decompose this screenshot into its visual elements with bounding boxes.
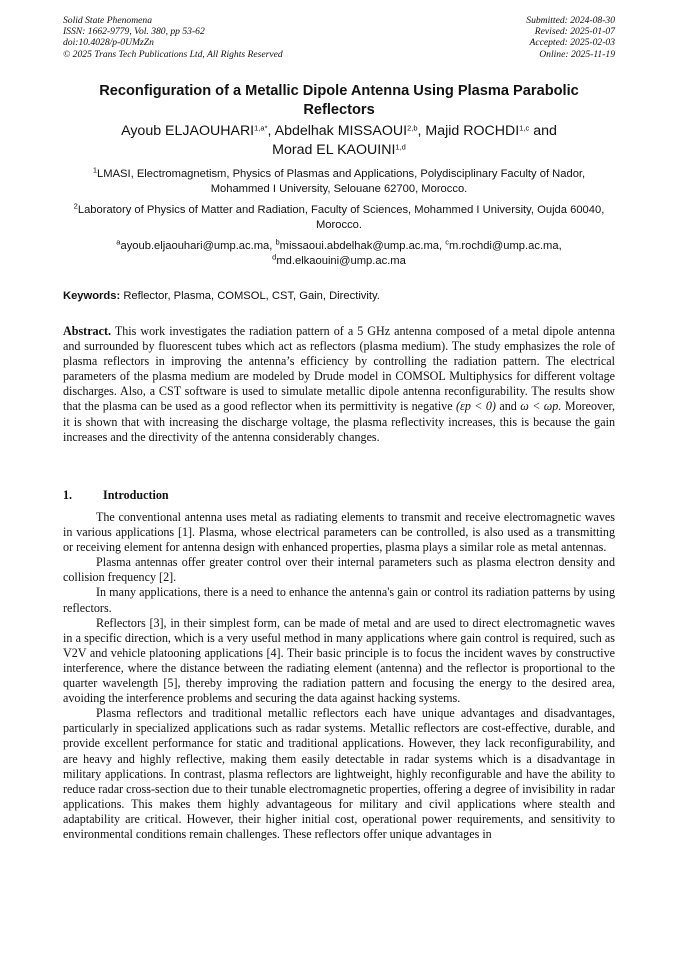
affiliation-text: Laboratory of Physics of Matter and Radiation, Faculty of Sciences, Mohammed I University, Oujda 60040, Morocco.: [77, 204, 605, 232]
email-link[interactable]: m.rochdi@ump.ac.ma: [449, 240, 559, 252]
section-number: 1.: [63, 488, 73, 502]
abstract: Abstract. This work investigates the radiation pattern of a 5 GHz antenna composed of a metal dipole antenna and surrounded by fluorescent tubes which act as reflectors (plasma medium). The study emphasizes the role of plasma reflectors in improving the antenna’s efficiency by controlling the radiation pattern. The electrical parameters of the plasma medium are modeled by Drude model in COMSOL Multiphysics for different voltage discharges. Also, a CST software is used to simulate metallic dipole antenna reconfigurability. The results show that the plasma can be used as a good reflector when its permittivity is negative (εp < 0) and ω < ωp. Moreover, it is shown that with increasing the discharge voltage, the plasma reflectivity increases, this is because the gain increases and the directivity of the antenna considerably changes.: [63, 324, 616, 444]
affiliation-marker: 2: [73, 201, 78, 211]
math-expression: (εp < 0): [456, 399, 496, 414]
paragraph: In many applications, there is a need to enhance the antenna's gain or control its radiation patterns by using reflectors.: [63, 585, 615, 615]
author-emails: $^a$ayoub.eljaouhari@ump.ac.ma, $^b$missaoui.abdelhak@ump.ac.ma, $^c$m.rochdi@ump.ac.ma, $^d$md.elkaouini@ump.ac.ma: [116, 237, 562, 268]
author-name: Ayoub ELJAOUHARI: [121, 123, 255, 139]
email-link[interactable]: md.elkaouini@ump.ac.ma: [276, 255, 406, 268]
email-link[interactable]: missaoui.abdelhak@ump.ac.ma: [279, 240, 440, 252]
journal-copyright: © 2025 Trans Tech Publications Ltd, All Rights Reserved: [63, 48, 283, 60]
author-marker: 2,b: [407, 123, 418, 133]
date-submitted: Submitted: 2024-08-30: [526, 15, 615, 26]
section-title: Introduction: [103, 488, 169, 502]
author-name: Morad EL KAOUINI: [272, 142, 396, 158]
affiliation-text: LMASI, Electromagnetism, Physics of Plasmas and Applications, Polydisciplinary Faculty of Nador, Mohammed I University, Selouane 62700, Morocco.: [97, 168, 586, 196]
author-name: Majid ROCHDI: [425, 123, 520, 139]
paragraph: Plasma antennas offer greater control over their internal parameters such as plasma electron density and collision frequency [2].: [63, 555, 615, 585]
affiliation-2: [63, 203, 615, 233]
date-online: Online: 2025-11-19: [539, 48, 615, 60]
email-link[interactable]: ayoub.eljaouhari@ump.ac.ma: [120, 240, 270, 252]
paragraph: Plasma reflectors and traditional metallic reflectors each have unique advantages and disadvantages, particularly in specialized applications such as radar systems. Metallic reflectors are cost-effective, durable, and provide excellent performance for static and traditional applications. However, they lack reconfigurability, and are heavy and highly reflective, making them easily detectable in radar systems which is a disadvantage in military applications. In contrast, plasma reflectors are lightweight, highly reconfigurable and have the ability to reduce radar cross-section due to their tunable electromagnetic properties, offering a degree of invisibility in radar applications. This makes them highly advantageous for military and civil applications where stealth and adaptability are critical. However, their higher initial cost, operational power requirements, and sensitivity to environmental conditions remain challenges. These reflectors offer unique advantages in: [63, 706, 615, 841]
author-marker: 1,d: [395, 142, 406, 152]
keywords-text: Reflector, Plasma, COMSOL, CST, Gain, Directivity.: [123, 290, 380, 302]
date-accepted: Accepted: 2025-02-03: [529, 37, 615, 49]
body-text: [63, 510, 615, 842]
keywords-label: Keywords:: [63, 290, 121, 302]
abstract-label: Abstract.: [63, 324, 112, 338]
affiliation-marker: 1: [92, 165, 98, 175]
affiliation-1: [63, 167, 615, 197]
math-expression: ω < ωp.: [520, 399, 562, 414]
publication-dates: [526, 15, 615, 60]
author-marker: 1,c: [519, 123, 530, 133]
paper-title: Reconfiguration of a Metallic Dipole Antenna Using Plasma Parabolic Reflectors: [99, 83, 579, 118]
journal-issn: ISSN: 1662-9779, Vol. 380, pp 53-62: [63, 26, 205, 38]
journal-name: Solid State Phenomena: [63, 15, 152, 26]
keywords: [63, 289, 615, 304]
author-list: Ayoub $ELJAOUHARI^{1,a*}$, Abdelhak MISSAOUI$^{2,b}$, Majid ROCHDI$^{1,c}$ and Morad EL KAOUINI$^{1,d}$: [121, 123, 557, 158]
author-marker: 1,a*: [254, 123, 268, 133]
journal-doi: doi:10.4028/p-0UMzZn: [63, 37, 154, 49]
section-heading: [63, 488, 615, 503]
date-revised: Revised: 2025-01-07: [534, 26, 615, 38]
paragraph: Reflectors [3], in their simplest form, can be made of metal and are used to direct electromagnetic waves in a specific direction, which is a very useful method in many applications where gain control is required, such as V2V and vehicle platooning applications [4]. Their basic principle is to focus the incident waves by constructive interference, where the distance between the radiating element (antenna) and the reflector is proportional to the quarter wavelength [5], thereby improving the radiation pattern and focusing the energy to the desired area, avoiding the interference problems and securing the data against hacking systems.: [63, 615, 615, 706]
paragraph: The conventional antenna uses metal as radiating elements to transmit and receive electromagnetic waves in various applications [1]. Plasma, whose electrical parameters can be controlled, is also used as a transmitting or receiving element for antenna design with enhanced properties, plasma plays a similar role as metal antennas.: [63, 510, 615, 555]
author-name: Abdelhak MISSAOUI: [274, 123, 408, 139]
journal-info: [63, 15, 283, 60]
